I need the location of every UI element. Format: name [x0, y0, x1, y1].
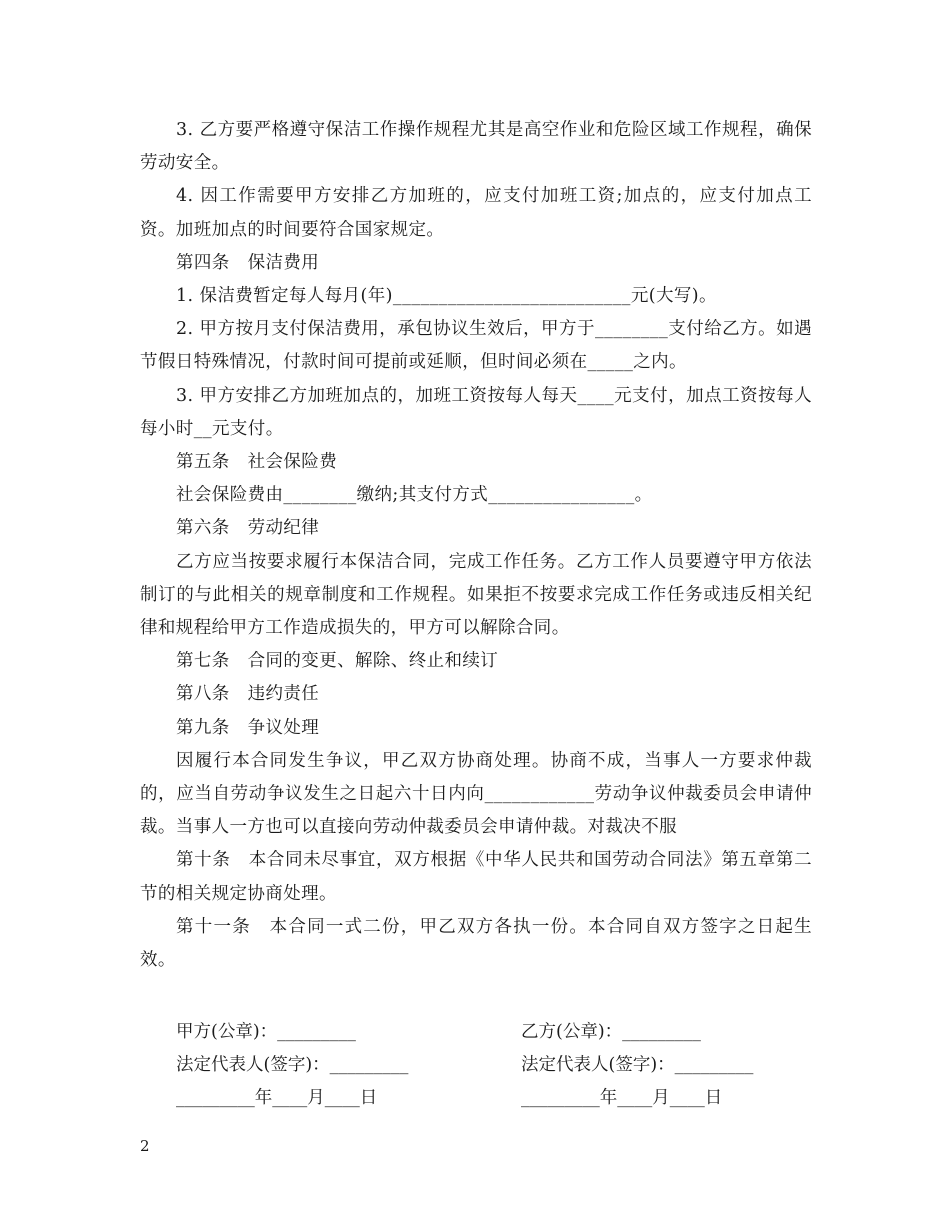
- clause-4-overtime: 4. 因工作需要甲方安排乙方加班的，应支付加班工资;加点的，应支付加点工资。加班加点的时间要符合国家规定。: [140, 186, 812, 240]
- party-b-seal-field: 乙方(公章)：_________: [521, 1022, 701, 1042]
- party-b-date-field: _________年____月____日: [521, 1088, 723, 1109]
- party-a-representative-field: 法定代表人(签字)：_________: [176, 1055, 409, 1076]
- article-8-heading: 第八条 违约责任: [176, 684, 320, 705]
- article-9-heading: 第九条 争议处理: [176, 717, 320, 738]
- article-5-text: 社会保险费由________缴纳;其支付方式________________。: [176, 485, 653, 506]
- party-b-representative-field: 法定代表人(签字)：_________: [521, 1055, 754, 1076]
- article-4-item-3: 3. 甲方安排乙方加班加点的，加班工资按每人每天____元支付，加点工资按每人每小时__元支付。: [140, 385, 812, 439]
- date-row: [176, 1082, 816, 1115]
- article-9-text: 因履行本合同发生争议，甲乙双方协商处理。协商不成，当事人一方要求仲裁的，应当自劳动争议发生之日起六十日内向____________劳动争议仲裁委员会申请仲裁。当事人一方也可以直接向劳动仲裁委员会申请仲裁。对裁决不服: [140, 750, 812, 838]
- article-6-text: 乙方应当按要求履行本保洁合同，完成工作任务。乙方工作人员要遵守甲方依法制订的与此相关的规章制度和工作规程。如果拒不按要求完成工作任务或违反相关纪律和规程给甲方工作造成损失的，甲方可以解除合同。: [140, 551, 812, 639]
- article-4-heading: 第四条 保洁费用: [176, 252, 320, 273]
- representative-row: [176, 1049, 816, 1082]
- article-4-item-2: 2. 甲方按月支付保洁费用，承包协议生效后，甲方于________支付给乙方。如遇节假日特殊情况，付款时间可提前或延顺，但时间必须在_____之内。: [140, 319, 812, 373]
- article-11-text: 第十一条 本合同一式二份，甲乙双方各执一份。本合同自双方签字之日起生效。: [140, 916, 812, 971]
- article-10-text: 第十条 本合同未尽事宜，双方根据《中华人民共和国劳动合同法》第五章第二节的相关规定协商处理。: [140, 850, 812, 904]
- party-a-date-field: _________年____月____日: [176, 1088, 378, 1109]
- contract-body: [140, 114, 812, 977]
- signature-block: [176, 1016, 816, 1116]
- clause-3-safety: 3. 乙方要严格遵守保洁工作操作规程尤其是高空作业和危险区域工作规程，确保劳动安全。: [140, 120, 812, 174]
- article-6-heading: 第六条 劳动纪律: [176, 518, 320, 539]
- page-number: 2: [140, 1137, 150, 1155]
- article-5-heading: 第五条 社会保险费: [176, 452, 338, 473]
- party-a-seal-field: 甲方(公章)：_________: [176, 1022, 356, 1042]
- article-7-heading: 第七条 合同的变更、解除、终止和续订: [176, 651, 499, 672]
- article-4-item-1: 1. 保洁费暂定每人每月(年)__________________________元(大写)。: [176, 286, 717, 307]
- seal-row: [176, 1016, 816, 1049]
